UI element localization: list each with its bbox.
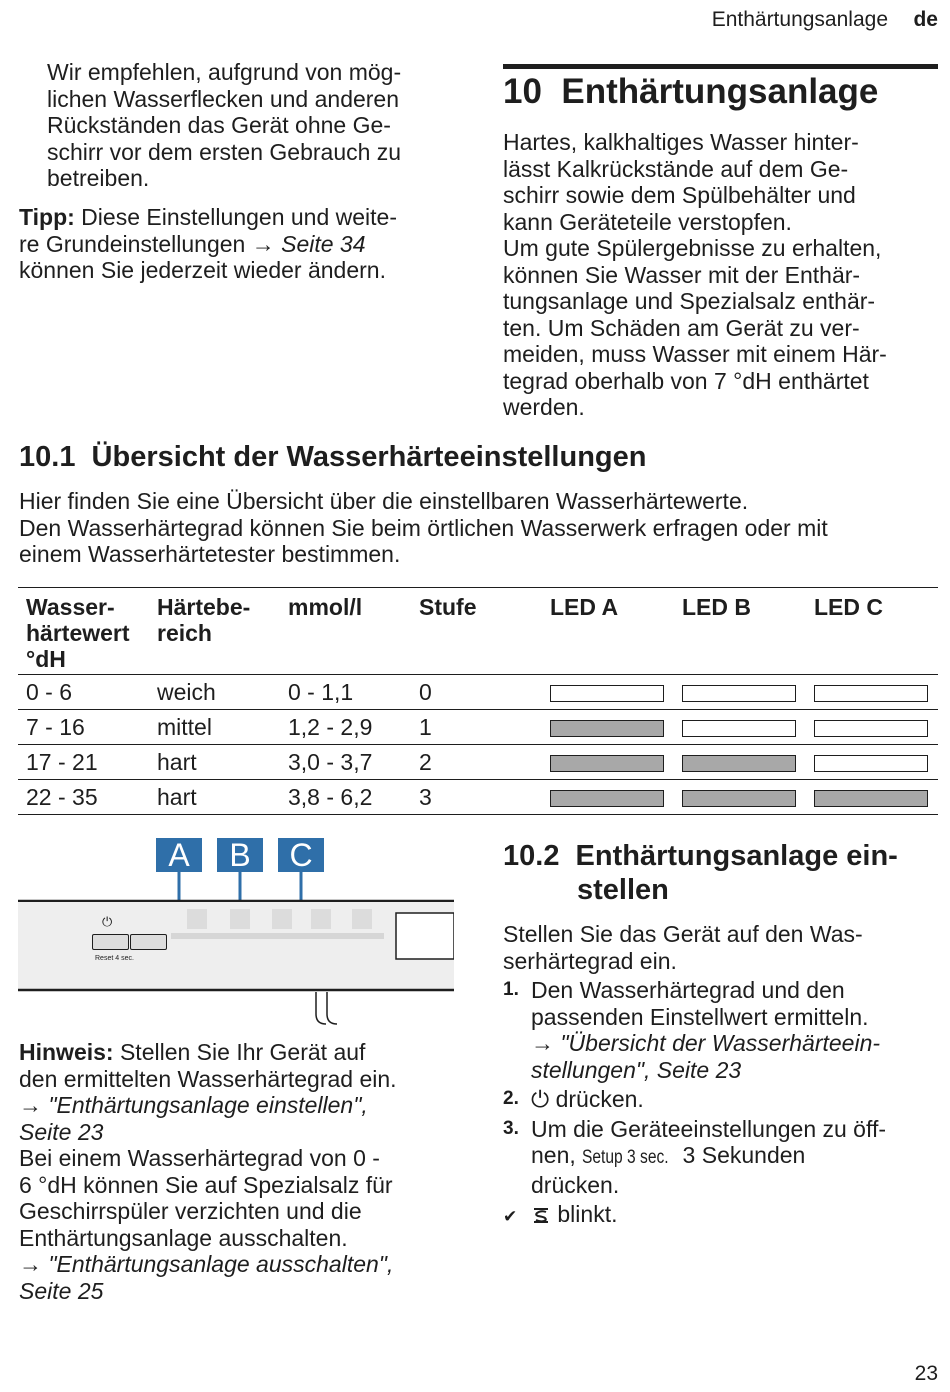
panel-led-a	[187, 909, 207, 929]
section-2-intro: serhärtegrad ein.	[503, 947, 677, 974]
cell-water-hardness: 17 - 21	[18, 745, 149, 780]
section-2-title: 10.2 Enthärtungsanlage ein- stellen	[503, 840, 898, 906]
led-indicator-on	[550, 790, 664, 807]
cell-led-a	[542, 675, 674, 710]
panel-led-b	[230, 909, 250, 929]
intro-line: lichen Wasserflecken und anderen	[47, 85, 400, 112]
led-indicator-on	[682, 755, 796, 772]
step-result: ✔ blinkt.	[503, 1201, 943, 1231]
note-link-switch-off[interactable]: → "Enthärtungsanlage ausschalten",	[19, 1251, 394, 1277]
section-1-line: Den Wasserhärtegrad können Sie beim örtlichen Wasserwerk erfragen oder mit	[19, 514, 828, 541]
led-indicator-off	[814, 685, 928, 702]
chapter-line: meiden, muss Wasser mit einem Här-	[503, 341, 887, 367]
cell-level: 1	[411, 710, 542, 745]
led-indicator-on	[550, 720, 664, 737]
header-led-a: LED A	[550, 594, 619, 620]
tip-page-link[interactable]: Seite 34	[274, 230, 366, 257]
header-led-c: LED C	[814, 594, 883, 620]
cell-led-b	[674, 675, 806, 710]
panel-label-c: C	[278, 838, 324, 872]
section-1-line: Hier finden Sie eine Übersicht über die einstellbaren Wasserhärtewerte.	[19, 488, 749, 514]
power-icon: ⏻	[531, 1086, 550, 1112]
header-hardness-range: Härtebe- reich	[157, 594, 251, 646]
cell-led-c	[806, 675, 938, 710]
step-1-link[interactable]: → "Übersicht der Wasserhärteein-	[531, 1030, 881, 1056]
chapter-line: kann Geräteteile verstopfen.	[503, 208, 792, 235]
note-text: Geschirrspüler verzichten und die	[19, 1198, 362, 1224]
power-icon: ⏻	[102, 914, 113, 929]
cell-led-c	[806, 710, 938, 745]
note-text: 6 °dH können Sie auf Spezialsalz für	[19, 1171, 393, 1198]
step-1: 1. Den Wasserhärtegrad und den passenden Einstellwert ermitteln. → "Übersicht der Wasserhärteein- stellungen", Seite 23	[503, 977, 943, 1083]
cell-mmol: 0 - 1,1	[280, 675, 411, 710]
tip-text: Diese Einstellungen und weite-	[74, 204, 397, 230]
cell-mmol: 1,2 - 2,9	[280, 710, 411, 745]
cell-led-b	[674, 710, 806, 745]
reset-label: Reset 4 sec.	[95, 955, 134, 962]
led-indicator-on	[682, 790, 796, 807]
note-text: Stellen Sie Ihr Gerät auf	[113, 1039, 366, 1065]
note-link-install-page[interactable]: Seite 23	[19, 1118, 104, 1145]
header-led-b: LED B	[682, 594, 751, 620]
cell-led-a	[542, 745, 674, 780]
chapter-rule	[503, 64, 938, 69]
led-indicator-off	[682, 720, 796, 737]
tip-text: können Sie jederzeit wieder ändern.	[19, 257, 386, 283]
led-indicator-on	[550, 755, 664, 772]
intro-line: Wir empfehlen, aufgrund von mög-	[47, 59, 402, 85]
note-text: Bei einem Wasserhärtegrad von 0 -	[19, 1145, 380, 1171]
panel-button[interactable]	[130, 934, 167, 950]
water-hardness-table	[18, 587, 938, 815]
step-1-link[interactable]: stellungen", Seite 23	[531, 1056, 742, 1083]
note-link-switch-off-page[interactable]: Seite 25	[19, 1277, 104, 1304]
cell-level: 3	[411, 780, 542, 815]
cell-hardness-range: mittel	[149, 710, 280, 745]
cell-led-a	[542, 780, 674, 815]
led-indicator-on	[814, 790, 928, 807]
arrow-icon: →	[251, 230, 275, 257]
cell-hardness-range: hart	[149, 745, 280, 780]
note-paragraph	[19, 1039, 459, 1304]
panel-led-extra	[352, 909, 372, 929]
led-indicator-off	[814, 720, 928, 737]
section-1-line: einem Wasserhärtetester bestimmen.	[19, 541, 401, 567]
chapter-line: Um gute Spülergebnisse zu erhalten,	[503, 235, 882, 261]
led-indicator-off	[814, 755, 928, 772]
cell-mmol: 3,0 - 3,7	[280, 745, 411, 780]
cell-water-hardness: 0 - 6	[18, 675, 149, 710]
table-row	[18, 745, 938, 780]
section-2-content	[503, 921, 943, 1231]
section-1-paragraph	[19, 488, 944, 568]
chapter-line: können Sie Wasser mit der Enthär-	[503, 261, 861, 288]
header-level: Stufe	[419, 594, 477, 620]
chapter-line: lässt Kalkrückstände auf dem Ge-	[503, 155, 849, 182]
cell-hardness-range: hart	[149, 780, 280, 815]
check-icon: ✔	[503, 1207, 518, 1226]
led-indicator-off	[682, 685, 796, 702]
chapter-title: 10 Enthärtungsanlage	[503, 72, 879, 111]
tip-text: re Grundeinstellungen	[19, 230, 252, 257]
chapter-line: ten. Um Schäden am Gerät zu ver-	[503, 314, 860, 341]
cell-led-c	[806, 745, 938, 780]
tip-label: Tipp:	[19, 204, 75, 230]
cell-led-b	[674, 745, 806, 780]
chapter-line: tegrad oberhalb von 7 °dH enthärtet	[503, 367, 869, 394]
section-2-intro: Stellen Sie das Gerät auf den Was-	[503, 921, 863, 947]
step-3: 3. Um die Geräteeinstellungen zu öff- nen, Setup 3 sec. 3 Sekunden drücken.	[503, 1115, 886, 1198]
intro-line: schirr vor dem ersten Gebrauch zu	[47, 138, 402, 165]
cell-water-hardness: 22 - 35	[18, 780, 149, 815]
cell-level: 0	[411, 675, 542, 710]
intro-line: betreiben.	[47, 165, 150, 191]
panel-led-c	[272, 909, 292, 929]
table-header-row	[18, 588, 938, 675]
panel-label-b: B	[217, 838, 263, 872]
callout-lines	[18, 835, 454, 1030]
cell-led-c	[806, 780, 938, 815]
table-row	[18, 675, 938, 710]
note-link-install[interactable]: → "Enthärtungsanlage einstellen",	[19, 1092, 368, 1118]
table-row	[18, 710, 938, 745]
section-1-title: 10.1 Übersicht der Wasserhärteeinstellungen	[19, 441, 647, 473]
note-label: Hinweis:	[19, 1039, 114, 1065]
note-text: den ermittelten Wasserhärtegrad ein.	[19, 1065, 397, 1092]
cell-hardness-range: weich	[149, 675, 280, 710]
panel-label-a: A	[156, 838, 202, 872]
setup-button-label: Setup 3 sec.	[582, 1147, 669, 1168]
panel-led-extra	[311, 909, 331, 929]
note-text: Enthärtungsanlage ausschalten.	[19, 1224, 348, 1251]
intro-paragraph	[47, 59, 467, 192]
chapter-paragraph	[503, 129, 943, 421]
step-2: 2. ⏻ drücken.	[503, 1086, 644, 1112]
chapter-line: schirr sowie dem Spülbehälter und	[503, 182, 856, 208]
cell-level: 2	[411, 745, 542, 780]
cell-water-hardness: 7 - 16	[18, 710, 149, 745]
header-mmol: mmol/l	[288, 594, 363, 620]
panel-button[interactable]	[92, 934, 129, 950]
cell-led-b	[674, 780, 806, 815]
header-water-hardness: Wasser- härtewert °dH	[26, 594, 130, 672]
chapter-line: werden.	[503, 394, 585, 420]
setup-steps	[503, 977, 943, 1198]
chapter-line: tungsanlage und Spezialsalz enthär-	[503, 288, 876, 314]
cell-mmol: 3,8 - 6,2	[280, 780, 411, 815]
intro-line: Rückständen das Gerät ohne Ge-	[47, 112, 391, 138]
page-number: 23	[914, 1362, 938, 1385]
softener-symbol-icon	[531, 1204, 551, 1224]
running-header-language: de	[913, 8, 938, 31]
control-panel-illustration	[18, 835, 454, 1030]
table-row	[18, 780, 938, 815]
running-header-section: Enthärtungsanlage	[711, 8, 888, 31]
tip-paragraph	[19, 204, 459, 284]
cell-led-a	[542, 710, 674, 745]
led-indicator-off	[550, 685, 664, 702]
chapter-line: Hartes, kalkhaltiges Wasser hinter-	[503, 129, 859, 155]
